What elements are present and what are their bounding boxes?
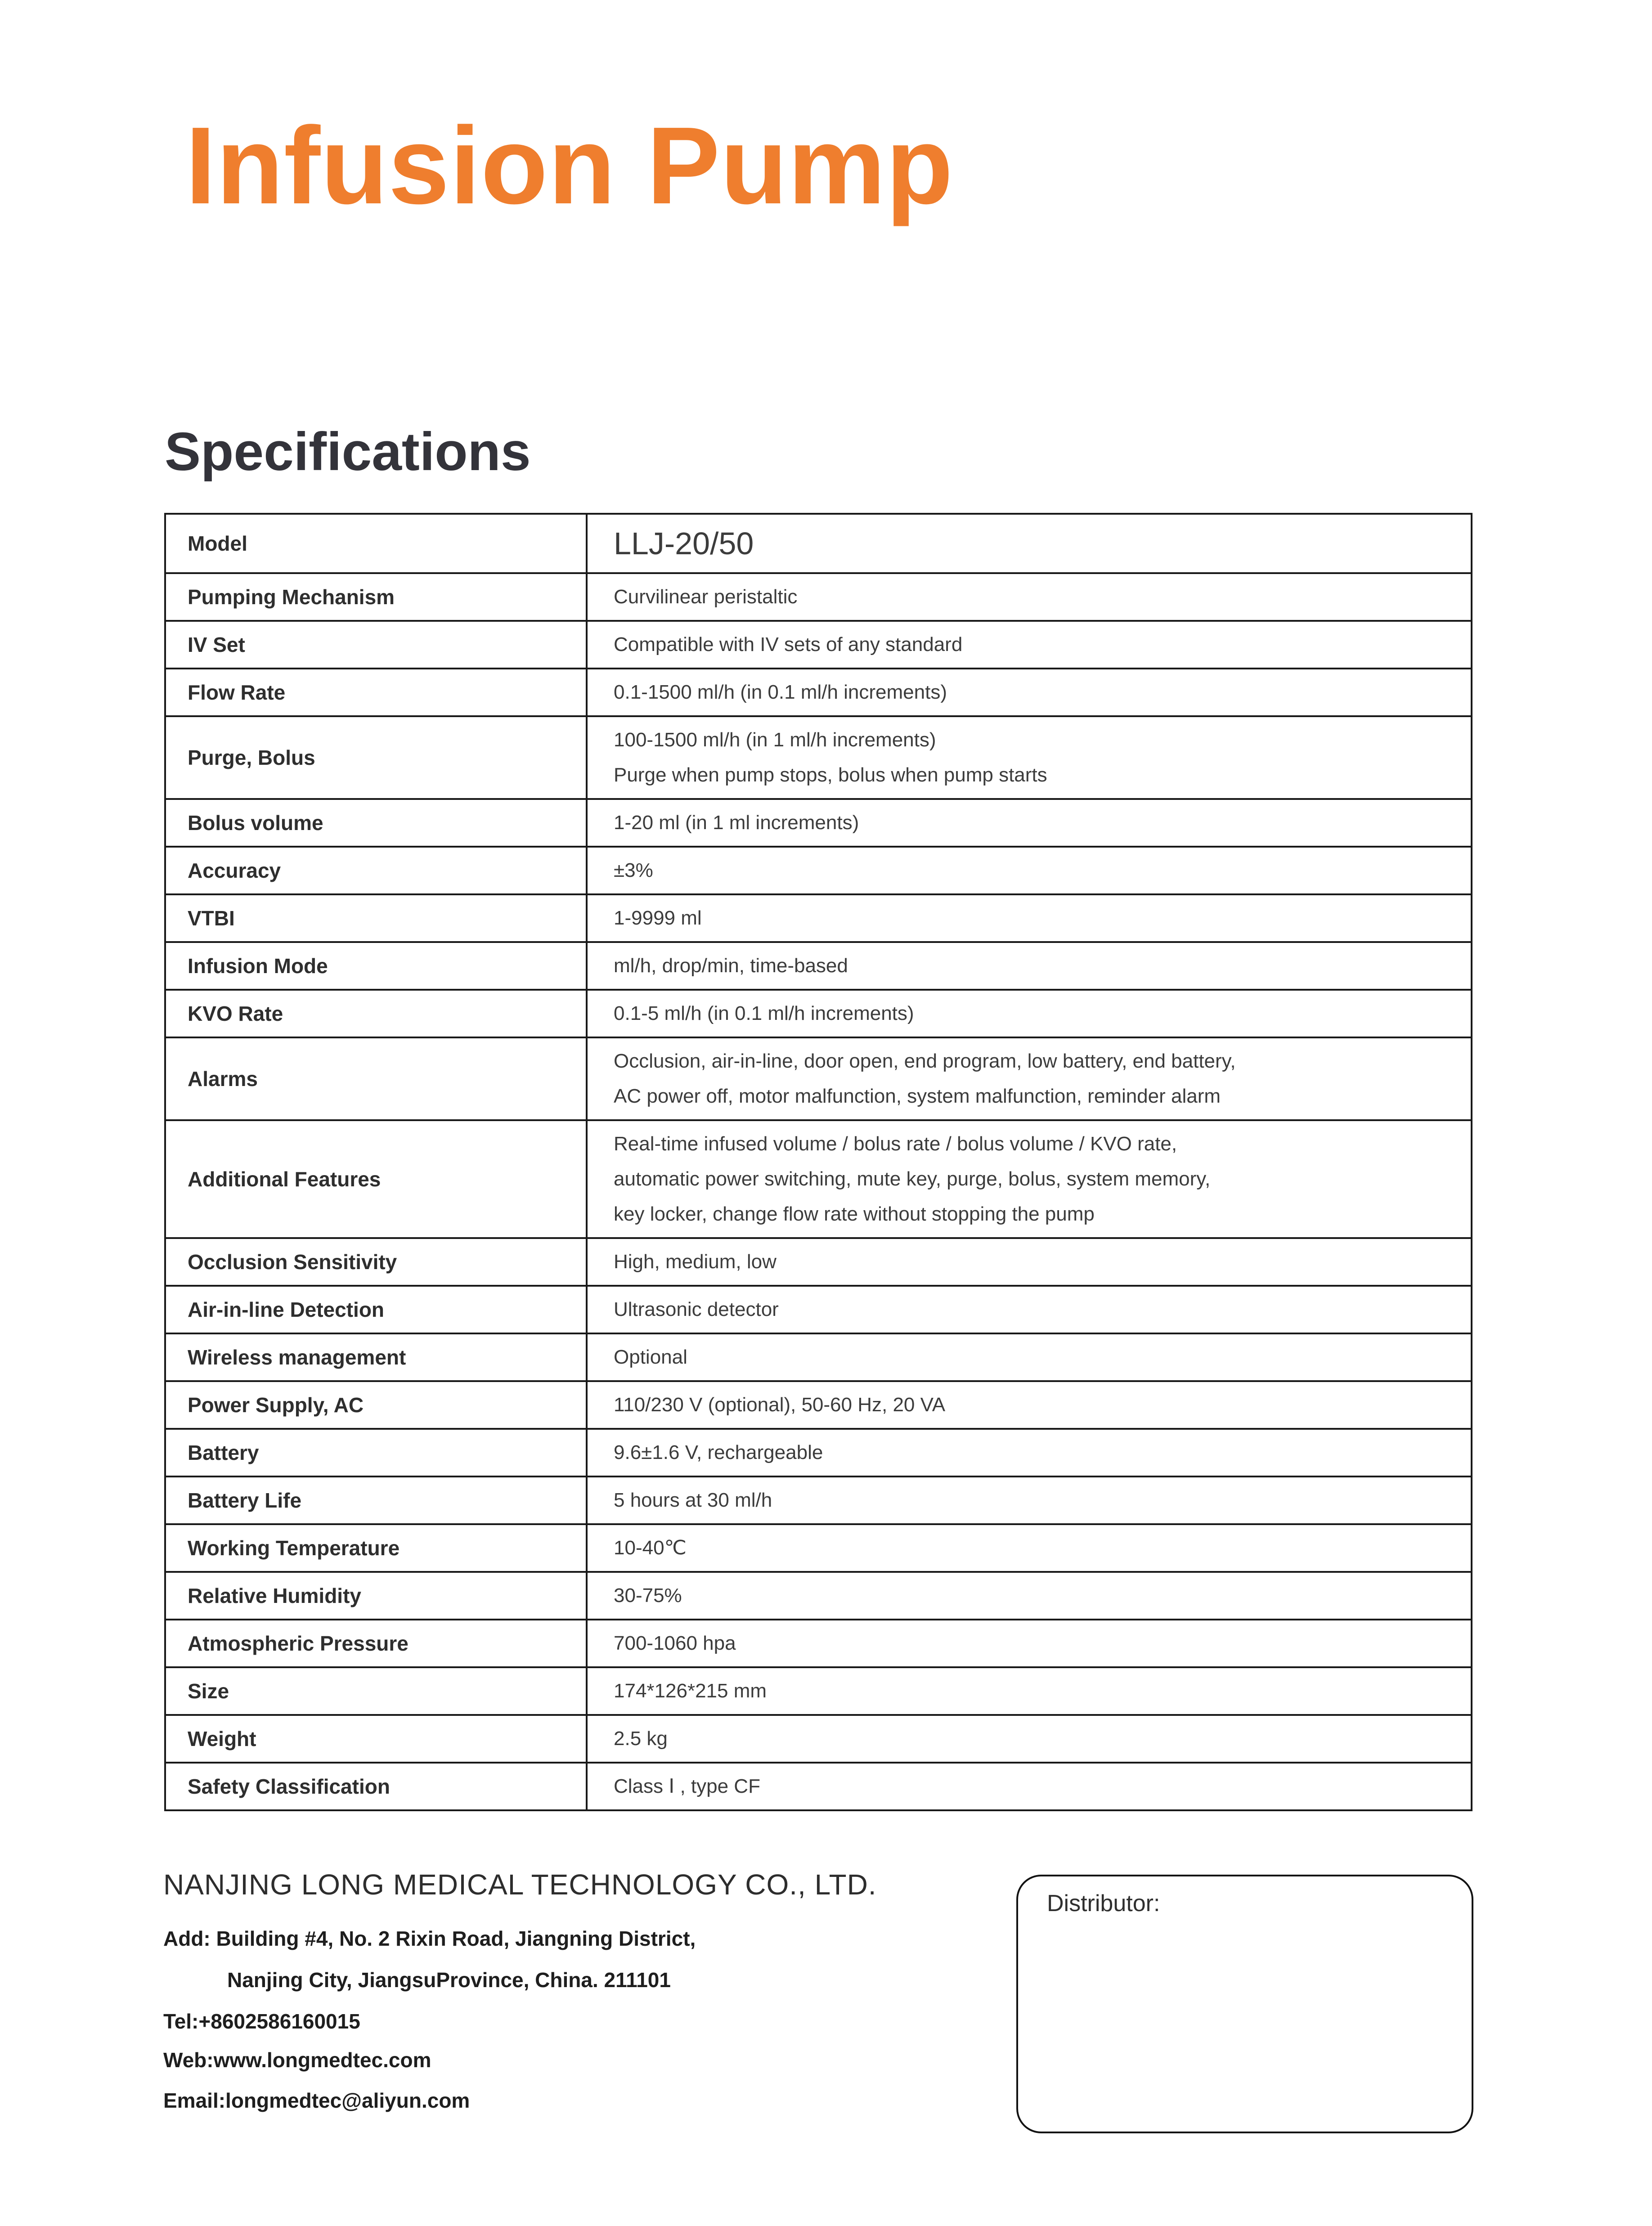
spec-label: Atmospheric Pressure [165,1620,587,1667]
table-row [165,1620,1472,1667]
spec-label: IV Set [165,621,587,669]
spec-value: 9.6±1.6 V, rechargeable [587,1429,1472,1477]
spec-label: Bolus volume [165,799,587,847]
spec-value: Optional [587,1333,1472,1381]
spec-label: Pumping Mechanism [165,573,587,621]
table-row [165,1477,1472,1524]
spec-value: Compatible with IV sets of any standard [587,621,1472,669]
distributor-box [1016,1875,1473,2133]
spec-value: Ultrasonic detector [587,1286,1472,1333]
company-address-line1: Add: Building #4, No. 2 Rixin Road, Jiangning District, [163,1927,696,1950]
spec-value: 100-1500 ml/h (in 1 ml/h increments) Purge when pump stops, bolus when pump starts [587,716,1472,799]
spec-value: ±3% [587,847,1472,894]
company-address-line2: Nanjing City, JiangsuProvince, China. 211101 [227,1968,671,1992]
table-row [165,716,1472,799]
spec-label: Alarms [165,1037,587,1120]
spec-label: Wireless management [165,1333,587,1381]
table-row [165,1667,1472,1715]
spec-label: Flow Rate [165,669,587,716]
table-row [165,1763,1472,1810]
spec-label: Battery [165,1429,587,1477]
table-row [165,621,1472,669]
table-row [165,799,1472,847]
table-row [165,1381,1472,1429]
distributor-label: Distributor: [1047,1890,1160,1916]
table-row [165,1238,1472,1286]
spec-value: Class Ⅰ , type CF [587,1763,1472,1810]
spec-label: KVO Rate [165,990,587,1037]
table-row [165,1120,1472,1238]
spec-label: Working Temperature [165,1524,587,1572]
spec-value: ml/h, drop/min, time-based [587,942,1472,990]
spec-value: 5 hours at 30 ml/h [587,1477,1472,1524]
spec-label: Size [165,1667,587,1715]
spec-value: High, medium, low [587,1238,1472,1286]
table-row [165,1572,1472,1620]
spec-label: Weight [165,1715,587,1763]
spec-label: Purge, Bolus [165,716,587,799]
spec-value: 10-40℃ [587,1524,1472,1572]
spec-value: 2.5 kg [587,1715,1472,1763]
table-row [165,669,1472,716]
spec-value: 0.1-5 ml/h (in 0.1 ml/h increments) [587,990,1472,1037]
spec-label: Air-in-line Detection [165,1286,587,1333]
spec-label: Battery Life [165,1477,587,1524]
table-row [165,573,1472,621]
table-row [165,942,1472,990]
company-phone: Tel:+8602586160015 [163,2010,360,2033]
spec-label: Accuracy [165,847,587,894]
spec-label: Power Supply, AC [165,1381,587,1429]
spec-value: LLJ-20/50 [587,514,1472,573]
spec-label: Occlusion Sensitivity [165,1238,587,1286]
spec-value: 1-9999 ml [587,894,1472,942]
table-row [165,1715,1472,1763]
table-row [165,847,1472,894]
page-title: Infusion Pump [185,104,954,227]
table-row [165,1524,1472,1572]
spec-value: 110/230 V (optional), 50-60 Hz, 20 VA [587,1381,1472,1429]
spec-label: Safety Classification [165,1763,587,1810]
spec-label: Relative Humidity [165,1572,587,1620]
spec-label: VTBI [165,894,587,942]
table-row [165,990,1472,1037]
table-row [165,1333,1472,1381]
specifications-heading: Specifications [165,422,531,482]
spec-value: Real-time infused volume / bolus rate / bolus volume / KVO rate, automatic power switching, mute key, purge, bolus, system memory, key locker, change flow rate without stopping the pump [587,1120,1472,1238]
spec-label: Infusion Mode [165,942,587,990]
table-row [165,1286,1472,1333]
spec-value: Occlusion, air-in-line, door open, end program, low battery, end battery, AC power off, motor malfunction, system malfunction, reminder alarm [587,1037,1472,1120]
table-row [165,1037,1472,1120]
spec-value: 700-1060 hpa [587,1620,1472,1667]
spec-value: Curvilinear peristaltic [587,573,1472,621]
spec-value: 174*126*215 mm [587,1667,1472,1715]
spec-label: Model [165,514,587,573]
spec-value: 1-20 ml (in 1 ml increments) [587,799,1472,847]
company-name: NANJING LONG MEDICAL TECHNOLOGY CO., LTD. [163,1868,877,1901]
spec-value: 30-75% [587,1572,1472,1620]
company-email: Email:longmedtec@aliyun.com [163,2089,470,2112]
table-row [165,1429,1472,1477]
table-row [165,894,1472,942]
specifications-table-body [165,514,1472,1810]
table-row [165,514,1472,573]
spec-value: 0.1-1500 ml/h (in 0.1 ml/h increments) [587,669,1472,716]
spec-label: Additional Features [165,1120,587,1238]
specifications-table [164,513,1472,1811]
company-website: Web:www.longmedtec.com [163,2048,431,2072]
